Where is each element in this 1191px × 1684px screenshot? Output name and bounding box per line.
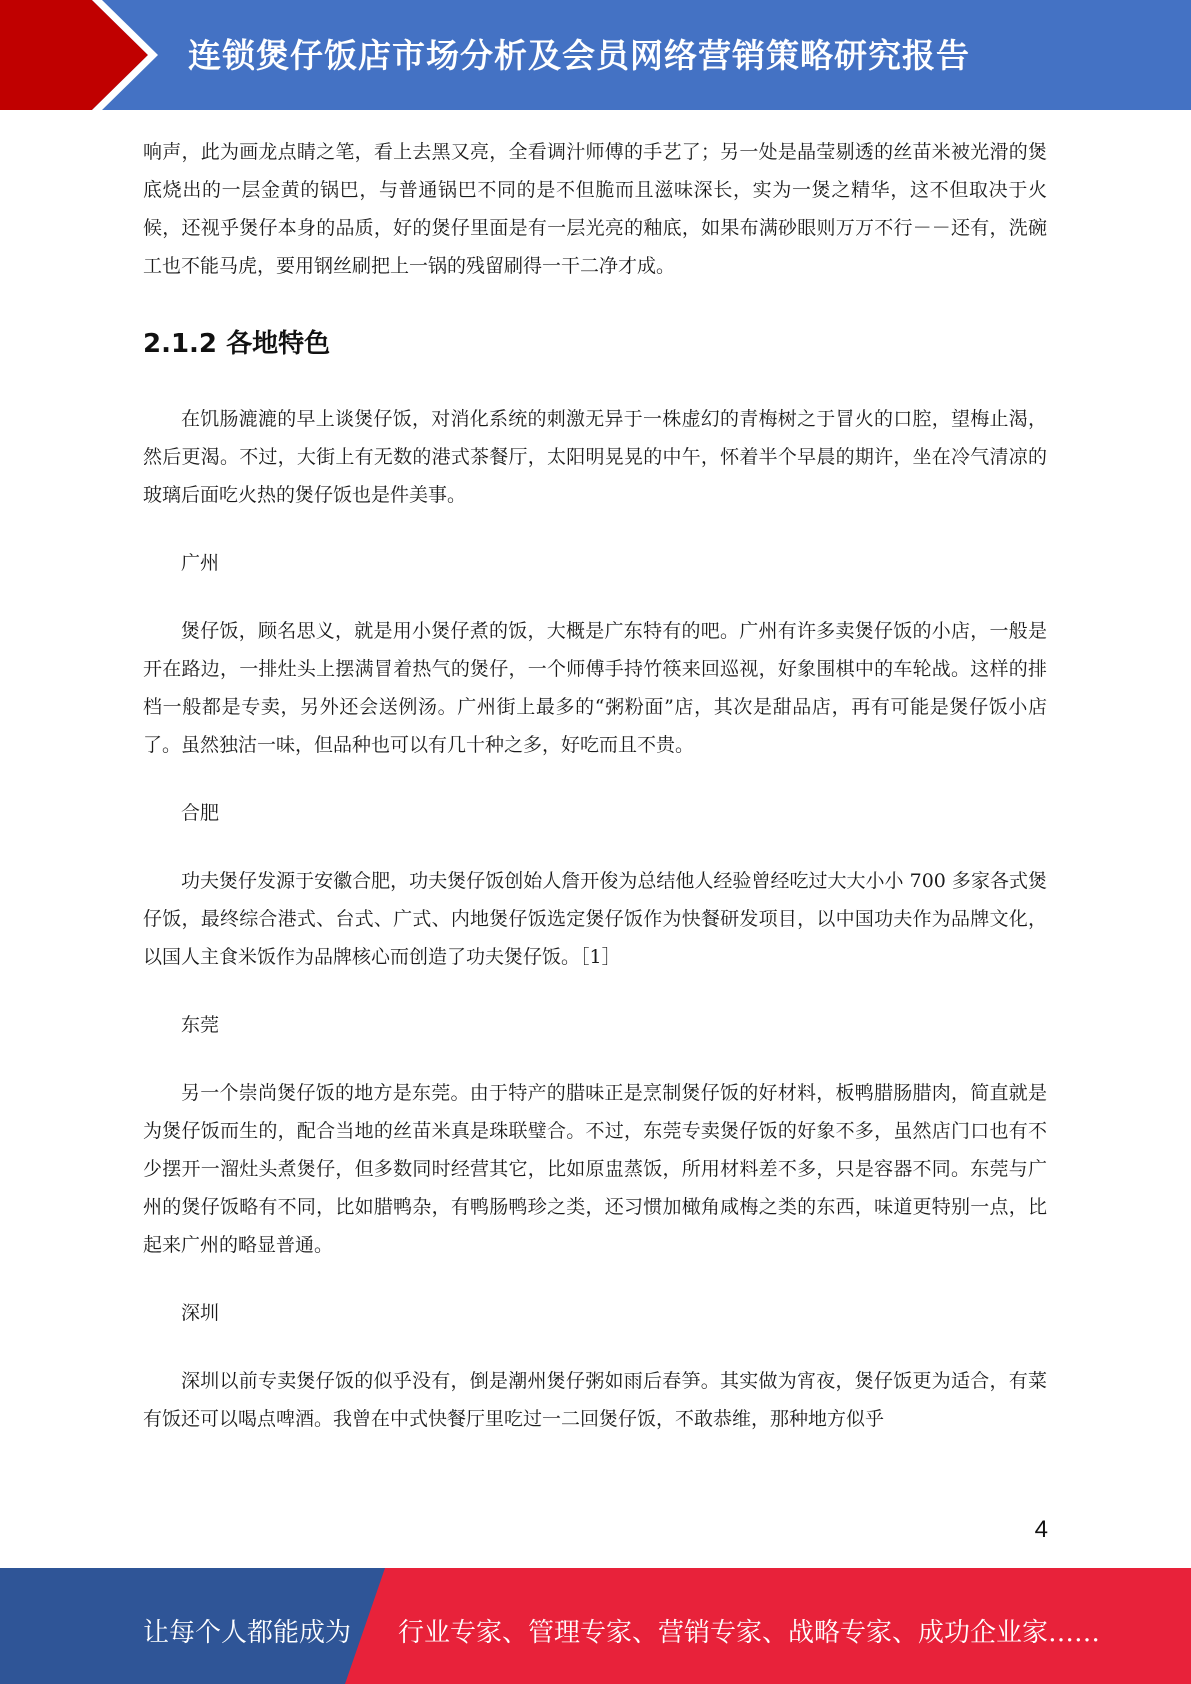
intro-paragraph: 在饥肠漉漉的早上谈煲仔饭，对消化系统的刺激无异于一株虚幻的青梅树之于冒火的口腔，望梅止渴，然后更渴。不过，大街上有无数的港式茶餐厅，太阳明晃晃的中午，怀着半个早晨的期许，坐在冷气清凉的玻璃后面吃火热的煲仔饭也是件美事。 [143, 408, 1047, 506]
page-content [143, 133, 1047, 1438]
subhead-shenzhen: 深圳 [181, 1302, 220, 1324]
page-header [0, 0, 1191, 110]
paragraph-hefei: 功夫煲仔发源于安徽合肥，功夫煲仔饭创始人詹开俊为总结他人经验曾经吃过大大小小 700 多家各式煲仔饭，最终综合港式、台式、广式、内地煲仔饭选定煲仔饭作为快餐研发项目，以中国功夫作为品牌文化，以国人主食米饭作为品牌核心而创造了功夫煲仔饭。［1］ [143, 870, 1047, 968]
footer-slogan-right: 行业专家、管理专家、营销专家、战略专家、成功企业家…… [398, 1618, 1101, 1648]
header-ribbon-decoration [0, 0, 170, 110]
paragraph-dongguan: 另一个崇尚煲仔饭的地方是东莞。由于特产的腊味正是烹制煲仔饭的好材料，板鸭腊肠腊肉，简直就是为煲仔饭而生的，配合当地的丝苗米真是珠联璧合。不过，东莞专卖煲仔饭的好象不多，虽然店门口也有不少摆开一溜灶头煮煲仔，但多数同时经营其它，比如原盅蒸饭，所用材料差不多，只是容器不同。东莞与广州的煲仔饭略有不同，比如腊鸭杂，有鸭肠鸭珍之类，还习惯加橄角咸梅之类的东西，味道更特别一点，比起来广州的略显普通。 [143, 1082, 1047, 1256]
subhead-hefei: 合肥 [181, 802, 220, 824]
subhead-guangzhou: 广州 [181, 552, 220, 574]
paragraph-guangzhou: 煲仔饭，顾名思义，就是用小煲仔煮的饭，大概是广东特有的吧。广州有许多卖煲仔饭的小店，一般是开在路边，一排灶头上摆满冒着热气的煲仔，一个师傅手持竹筷来回巡视，好象围棋中的车轮战。这样的排档一般都是专卖，另外还会送例汤。广州街上最多的“粥粉面”店，其次是甜品店，再有可能是煲仔饭小店了。虽然独沽一味，但品种也可以有几十种之多，好吃而且不贵。 [143, 620, 1047, 756]
section-heading: 2.1.2 各地特色 [143, 329, 331, 359]
continued-paragraph: 响声，此为画龙点睛之笔，看上去黑又亮，全看调汁师傅的手艺了；另一处是晶莹剔透的丝苗米被光滑的煲底烧出的一层金黄的锅巴，与普通锅巴不同的是不但脆而且滋味深长，实为一煲之精华，这不但取决于火候，还视乎煲仔本身的品质，好的煲仔里面是有一层光亮的釉底，如果布满砂眼则万万不行－－还有，洗碗工也不能马虎，要用钢丝刷把上一锅的残留刷得一干二净才成。 [143, 141, 1047, 277]
document-title: 连锁煲仔饭店市场分析及会员网络营销策略研究报告 [188, 36, 970, 75]
footer-slogan-left: 让每个人都能成为 [143, 1618, 352, 1648]
subhead-dongguan: 东莞 [181, 1014, 220, 1036]
paragraph-shenzhen: 深圳以前专卖煲仔饭的似乎没有，倒是潮州煲仔粥如雨后春笋。其实做为宵夜，煲仔饭更为适合，有菜有饭还可以喝点啤酒。我曾在中式快餐厅里吃过一二回煲仔饭，不敢恭维，那种地方似乎 [143, 1370, 1047, 1430]
page-number: 4 [1034, 1516, 1048, 1543]
page-footer [0, 1568, 1191, 1684]
